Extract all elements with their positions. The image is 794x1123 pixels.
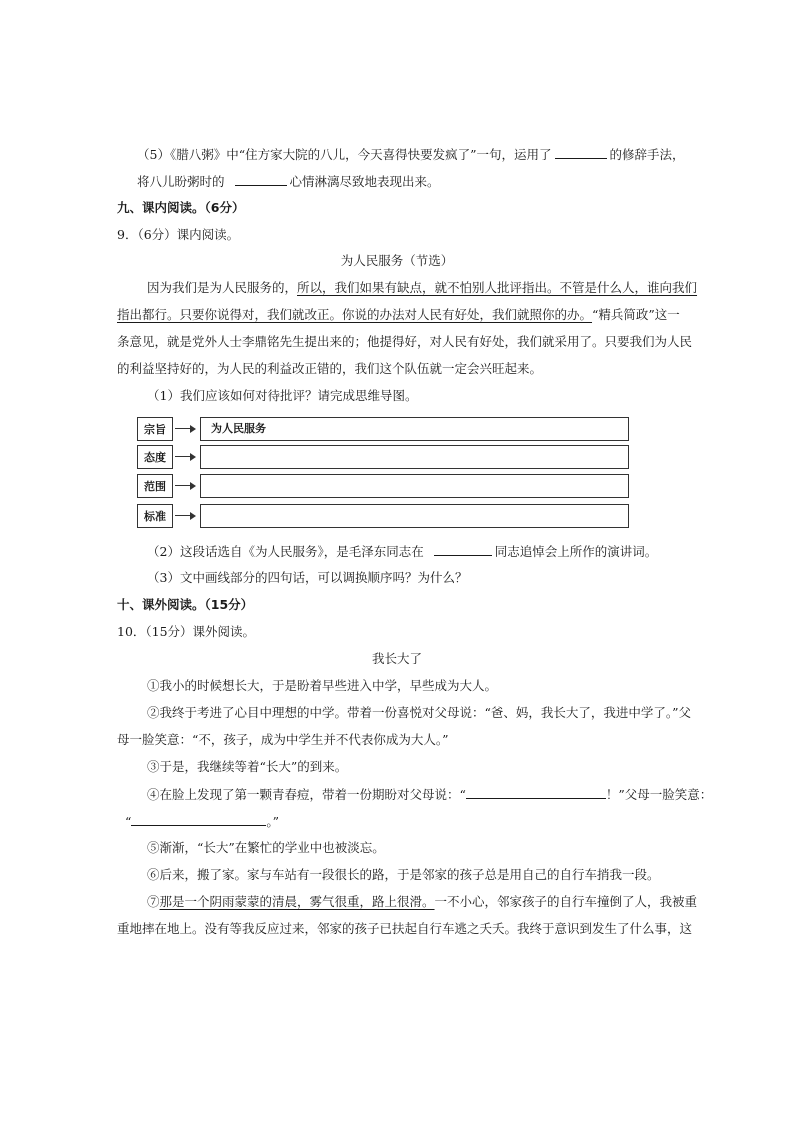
- q10-p7-line1: [147, 894, 697, 910]
- q9-sub1: （1）我们应该如何对待批评？请完成思维导图。: [147, 388, 418, 403]
- q9-sub2-blank[interactable]: [434, 543, 492, 556]
- q10-p7-underlined: 那是一个阴雨蒙蒙的清晨，雾气很重，路上很滑。: [159, 894, 435, 909]
- q10-p2-line2: 母一脸笑意：“不，孩子，成为中学生并不代表你成为大人。”: [117, 732, 449, 747]
- q10-p6: ⑥后来，搬了家。家与车站有一段很长的路，于是邻家的孩子总是用自己的自行车捎我一段。: [147, 867, 660, 882]
- q5-blank-1[interactable]: [555, 146, 607, 159]
- q10-question: 10．（15分）课外阅读。: [117, 624, 256, 639]
- section10-heading: 十、课外阅读。（15分）: [117, 597, 254, 612]
- mindmap-answer-box[interactable]: [200, 504, 629, 528]
- mindmap-row-purpose: [137, 417, 629, 443]
- q10-p1: ①我小的时候想长大，于是盼着早些进入中学，早些成为大人。: [147, 678, 498, 693]
- arrow-right-icon: [175, 456, 193, 457]
- q5-text-c: 将八儿盼粥时的: [137, 174, 225, 189]
- q10-p4-text-c: “: [125, 814, 132, 829]
- q5-text-b: 的修辞手法，: [609, 147, 685, 162]
- arrow-right-icon: [175, 515, 193, 516]
- q10-p4-text-a: ④在脸上发现了第一颗青春痘，带着一份期盼对父母说：“: [147, 787, 466, 802]
- q10-p7-plain: 一不小心，邻家孩子的自行车撞倒了人，我被重: [434, 894, 698, 909]
- q10-p5: ⑤渐渐，“长大”在繁忙的学业中也被淡忘。: [147, 840, 385, 855]
- mindmap-label: 态度: [137, 445, 173, 469]
- q9-sub2-text-a: （2）这段话选自《为人民服务》，是毛泽东同志在: [147, 544, 424, 559]
- q9-passage-title: 为人民服务（节选）: [340, 253, 454, 268]
- q9-sub2: [147, 543, 657, 560]
- mindmap-row-scope: [137, 474, 629, 500]
- q5-blank-2[interactable]: [235, 173, 287, 186]
- q10-p2-line1: ②我终于考进了心目中理想的中学。带着一份喜悦对父母说：“爸、妈，我长大了，我进中学了。”父: [147, 705, 692, 720]
- q10-p4-line2: [125, 813, 279, 830]
- q10-p4-text-b: ！”父母一脸笑意：: [605, 787, 713, 802]
- arrow-right-icon: [175, 485, 193, 486]
- q10-p3: ③于是，我继续等着“长大”的到来。: [147, 759, 348, 774]
- q9-question: 9．（6分）课内阅读。: [117, 227, 240, 242]
- q9-para-l1-underlined: 所以，我们如果有缺点，就不怕别人批评指出。不管是什么人，谁向我们: [297, 280, 698, 295]
- q10-passage-title: 我长大了: [371, 651, 422, 666]
- mindmap-answer-box[interactable]: [200, 445, 629, 469]
- mindmap-label: 宗旨: [137, 417, 173, 441]
- arrow-right-icon: [175, 428, 193, 429]
- mindmap-answer-box: 为人民服务: [200, 417, 629, 441]
- q10-p4-blank-1[interactable]: [466, 786, 606, 799]
- q5-text-a: （5）《腊八粥》中“住方家大院的八儿，今天喜得快要发疯了”一句，运用了: [137, 147, 552, 162]
- q5-text-d: 心情淋漓尽致地表现出来。: [289, 174, 440, 189]
- q9-sub2-text-b: 同志追悼会上所作的演讲词。: [494, 544, 658, 559]
- q10-p4-text-d: 。”: [266, 814, 280, 829]
- q10-p7-num: ⑦: [147, 894, 160, 909]
- q5-line1: [137, 146, 685, 163]
- q10-p4-blank-2[interactable]: [131, 813, 266, 826]
- q9-para-l1-plain: 因为我们是为人民服务的，: [147, 280, 298, 295]
- mindmap-label: 范围: [137, 474, 173, 498]
- q9-para-line2: [117, 307, 680, 323]
- section9-heading: 九、课内阅读。（6分）: [117, 200, 245, 215]
- q10-p4-line1: [147, 786, 712, 803]
- q9-para-line1: [147, 280, 697, 296]
- q9-para-line3: 条意见，就是党外人士李鼎铭先生提出来的；他提得好，对人民有好处，我们就采用了。只要我们为人民: [117, 334, 693, 349]
- mindmap-row-standard: [137, 504, 629, 530]
- mindmap-answer-box[interactable]: [200, 474, 629, 498]
- q9-para-line4: 的利益坚持好的，为人民的利益改正错的，我们这个队伍就一定会兴旺起来。: [117, 361, 543, 376]
- q5-line2: [137, 173, 440, 190]
- q9-para-l2-plain: “精兵简政”这一: [592, 307, 680, 322]
- q9-para-l2-underlined: 指出都行。只要你说得对，我们就改正。你说的办法对人民有好处，我们就照你的办。: [117, 307, 593, 322]
- q10-p7-line2: 重地摔在地上。没有等我反应过来，邻家的孩子已扶起自行车逃之夭夭。我终于意识到发生了什么事，这: [117, 921, 693, 936]
- q9-sub3: （3）文中画线部分的四句话，可以调换顺序吗？为什么？: [147, 570, 468, 585]
- mindmap-row-attitude: [137, 445, 629, 471]
- mindmap-label: 标准: [137, 504, 173, 528]
